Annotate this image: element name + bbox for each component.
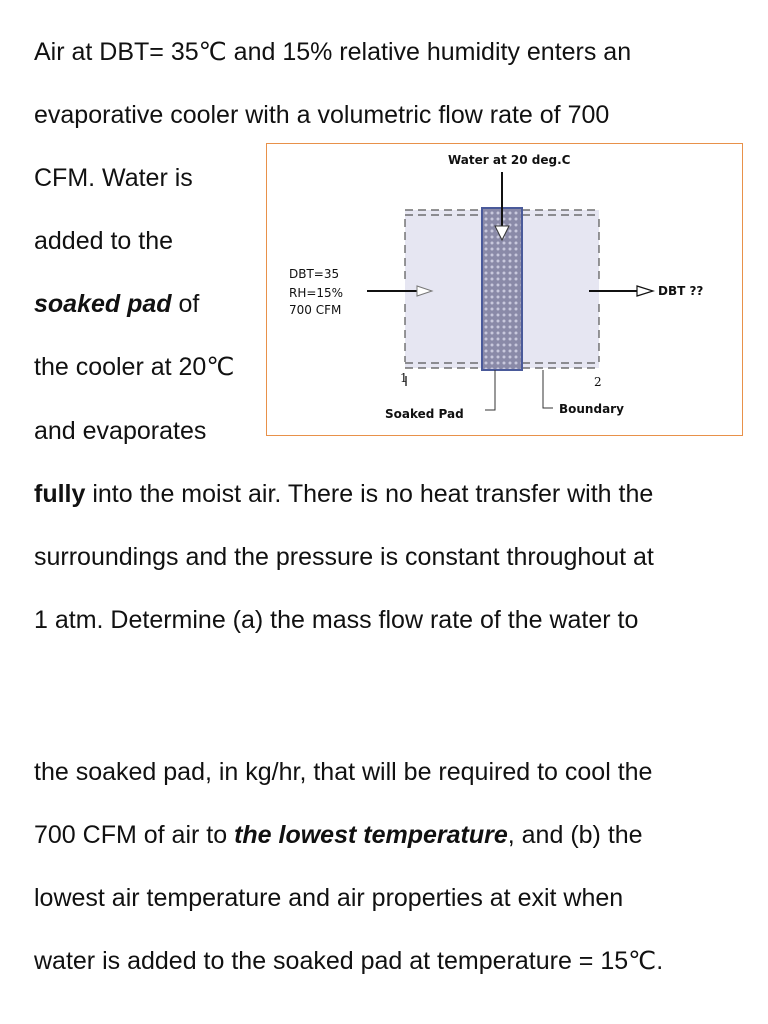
text-line-4: added to the: [34, 227, 174, 255]
text-line-11: the soaked pad, in kg/hr, that will be required to cool the: [34, 758, 653, 786]
text-line-3: CFM. Water is: [34, 164, 193, 192]
fully-emphasis: fully: [34, 480, 86, 508]
text-line-6: the cooler at 20℃: [34, 353, 235, 381]
outlet-dbt-label: DBT ??: [658, 284, 704, 298]
text-line-7: and evaporates: [34, 417, 207, 445]
inlet-rh-label: RH=15%: [289, 286, 344, 300]
text-line-12-post: , and (b) the: [507, 821, 643, 849]
text-line-10: 1 atm. Determine (a) the mass flow rate of the water to: [34, 606, 639, 634]
text-line-12: [34, 820, 643, 850]
inlet-flow-label: 700 CFM: [289, 303, 342, 317]
air-outlet-arrow-head: [637, 286, 653, 296]
text-line-8-rest: into the moist air. There is no heat transfer with the: [85, 480, 654, 508]
evaporative-cooler-diagram: [266, 143, 743, 436]
text-line-5: [34, 289, 199, 319]
text-line-1: Air at DBT= 35℃ and 15% relative humidity enters an: [34, 38, 632, 66]
boundary-label: Boundary: [559, 402, 624, 416]
text-line-2: evaporative cooler with a volumetric flow rate of 700: [34, 101, 610, 129]
text-line-5-rest: of: [171, 290, 200, 318]
inlet-dbt-label: DBT=35: [289, 267, 340, 281]
text-line-14: water is added to the soaked pad at temperature = 15℃.: [34, 947, 664, 975]
soaked-pad-label: Soaked Pad: [385, 407, 464, 421]
text-line-9: surroundings and the pressure is constant throughout at: [34, 543, 654, 571]
soaked-pad-emphasis: soaked pad: [34, 290, 172, 318]
water-label: Water at 20 deg.C: [448, 153, 571, 167]
state-2-label: 2: [594, 375, 602, 389]
boundary-leader-line: [543, 370, 553, 408]
text-line-8: [34, 479, 653, 509]
text-line-12-pre: 700 CFM of air to: [34, 821, 235, 849]
text-line-13: lowest air temperature and air properties at exit when: [34, 884, 624, 912]
state-1-label: 1: [400, 371, 408, 385]
lowest-temperature-emphasis: the lowest temperature: [234, 821, 508, 849]
pad-leader-line: [485, 370, 495, 410]
